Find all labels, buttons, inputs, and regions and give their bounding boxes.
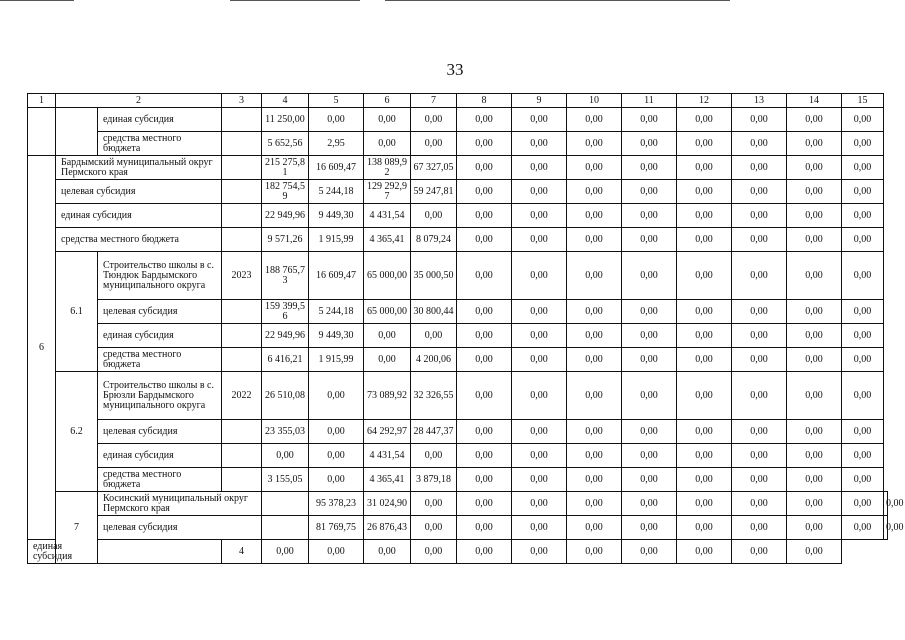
value-c14: 0,00 — [787, 420, 842, 444]
row-label: средства местного бюджета — [98, 468, 222, 492]
value-c10: 0,00 — [567, 348, 622, 372]
value-c6: 0,00 — [364, 108, 411, 132]
value-c14: 0,00 — [787, 108, 842, 132]
table-row — [28, 540, 888, 564]
col-header-10: 10 — [567, 94, 622, 108]
value-c12: 0,00 — [677, 156, 732, 180]
value-c15: 0,00 — [884, 516, 888, 540]
value-c4: 22 949,96 — [262, 324, 309, 348]
year-cell — [262, 516, 309, 540]
value-c13: 0,00 — [787, 516, 842, 540]
value-c7: 35 000,50 — [411, 252, 457, 300]
col-header-15: 15 — [842, 94, 884, 108]
table-row — [28, 516, 888, 540]
value-c11: 0,00 — [622, 348, 677, 372]
value-c14: 0,00 — [787, 156, 842, 180]
sub-num-cell — [56, 108, 98, 156]
col-header-11: 11 — [622, 94, 677, 108]
value-c14: 0,00 — [787, 132, 842, 156]
value-c9: 0,00 — [512, 420, 567, 444]
value-c8: 0,00 — [457, 180, 512, 204]
value-c9: 0,00 — [512, 108, 567, 132]
value-c12: 0,00 — [677, 204, 732, 228]
row-label: Строительство школы в с. Брюзли Бардымского муниципального округа — [98, 372, 222, 420]
row-label: единая субсидия — [98, 444, 222, 468]
row-label: единая субсидия — [28, 540, 98, 564]
table-row — [28, 108, 888, 132]
value-c14: 0,00 — [842, 516, 884, 540]
value-c12: 0,00 — [677, 132, 732, 156]
group-num: 6 — [28, 156, 56, 540]
table-row — [28, 204, 888, 228]
value-c11: 0,00 — [622, 300, 677, 324]
value-c4: 3 155,05 — [262, 468, 309, 492]
value-c6: 4 431,54 — [364, 204, 411, 228]
value-c4: 4 — [222, 540, 262, 564]
year: 2023 — [222, 252, 262, 300]
value-c10: 0,00 — [567, 420, 622, 444]
value-c6: 4 431,54 — [364, 444, 411, 468]
value-c4: 81 769,75 — [309, 516, 364, 540]
value-c7: 0,00 — [457, 492, 512, 516]
value-c7: 0,00 — [411, 108, 457, 132]
value-c8: 0,00 — [457, 252, 512, 300]
col-header-9: 9 — [512, 94, 567, 108]
value-c13: 0,00 — [732, 108, 787, 132]
value-c5: 0,00 — [309, 468, 364, 492]
value-c13: 0,00 — [732, 204, 787, 228]
sub-num: 6.2 — [56, 372, 98, 492]
value-c10: 0,00 — [567, 180, 622, 204]
value-c12: 0,00 — [677, 420, 732, 444]
value-c13: 0,00 — [732, 324, 787, 348]
value-c6: 4 365,41 — [364, 228, 411, 252]
value-c13: 0,00 — [732, 156, 787, 180]
value-c6: 65 000,00 — [364, 252, 411, 300]
value-c15: 0,00 — [842, 252, 884, 300]
value-c9: 0,00 — [512, 180, 567, 204]
value-c13: 0,00 — [732, 468, 787, 492]
row-label: Косинский муниципальный округ Пермского края — [98, 492, 262, 516]
value-c5: 5 244,18 — [309, 300, 364, 324]
value-c4: 215 275,81 — [262, 156, 309, 180]
value-c8: 0,00 — [457, 468, 512, 492]
col-header-12: 12 — [677, 94, 732, 108]
value-c14: 0,00 — [787, 300, 842, 324]
value-c15: 0,00 — [842, 132, 884, 156]
value-c10: 0,00 — [567, 108, 622, 132]
col-header-8: 8 — [457, 94, 512, 108]
value-c8: 0,00 — [512, 492, 567, 516]
value-c6: 0,00 — [364, 348, 411, 372]
value-c9: 0,00 — [512, 204, 567, 228]
value-c7: 28 447,37 — [411, 420, 457, 444]
row-label: единая субсидия — [98, 324, 222, 348]
value-c7: 59 247,81 — [411, 180, 457, 204]
year-cell — [222, 108, 262, 132]
value-c10: 0,00 — [567, 468, 622, 492]
value-c11: 0,00 — [677, 492, 732, 516]
value-c8: 0,00 — [457, 372, 512, 420]
year-cell — [222, 156, 262, 180]
value-c7: 0,00 — [411, 204, 457, 228]
value-c9: 0,00 — [512, 348, 567, 372]
value-c15: 0,00 — [842, 108, 884, 132]
row-label: средства местного бюджета — [98, 348, 222, 372]
row-label: целевая субсидия — [98, 516, 262, 540]
value-c8: 0,00 — [457, 132, 512, 156]
row-label: целевая субсидия — [98, 300, 222, 324]
year-cell — [222, 180, 262, 204]
table-row — [28, 132, 888, 156]
col-header-7: 7 — [411, 94, 457, 108]
value-c5: 0,00 — [309, 372, 364, 420]
value-c6: 129 292,97 — [364, 180, 411, 204]
value-c11: 0,00 — [622, 228, 677, 252]
value-c11: 0,00 — [622, 132, 677, 156]
value-c4: 26 510,08 — [262, 372, 309, 420]
year-cell — [222, 204, 262, 228]
value-c9: 0,00 — [512, 324, 567, 348]
table-row — [28, 156, 888, 180]
value-c10: 0,00 — [512, 540, 567, 564]
row-label: целевая субсидия — [98, 420, 222, 444]
value-c10: 0,00 — [567, 156, 622, 180]
value-c8: 0,00 — [512, 516, 567, 540]
value-c5: 2,95 — [309, 132, 364, 156]
row-label: средства местного бюджета — [56, 228, 222, 252]
value-c13: 0,00 — [787, 492, 842, 516]
value-c5: 9 449,30 — [309, 324, 364, 348]
value-c10: 0,00 — [622, 516, 677, 540]
year-cell — [222, 444, 262, 468]
value-c13: 0,00 — [732, 420, 787, 444]
value-c9: 0,00 — [512, 228, 567, 252]
row-label: единая субсидия — [56, 204, 222, 228]
value-c6: 0,00 — [411, 492, 457, 516]
value-c11: 0,00 — [622, 324, 677, 348]
value-c15: 0,00 — [842, 372, 884, 420]
value-c15: 0,00 — [842, 300, 884, 324]
table-row — [28, 228, 888, 252]
value-c10: 0,00 — [622, 492, 677, 516]
value-c5: 9 449,30 — [309, 204, 364, 228]
value-c8: 0,00 — [457, 228, 512, 252]
value-c4: 11 250,00 — [262, 108, 309, 132]
value-c15: 0,00 — [842, 468, 884, 492]
value-c12: 0,00 — [677, 228, 732, 252]
value-c7: 8 079,24 — [411, 228, 457, 252]
value-c6: 73 089,92 — [364, 372, 411, 420]
value-c13: 0,00 — [732, 372, 787, 420]
value-c4: 22 949,96 — [262, 204, 309, 228]
year-cell — [222, 228, 262, 252]
value-c7: 30 800,44 — [411, 300, 457, 324]
value-c5: 1 915,99 — [309, 348, 364, 372]
page-number: 33 — [446, 60, 464, 79]
value-c10: 0,00 — [567, 204, 622, 228]
value-c4: 0,00 — [262, 444, 309, 468]
row-label: средства местного бюджета — [98, 132, 222, 156]
col-header-2: 2 — [56, 94, 222, 108]
table-row — [28, 420, 888, 444]
value-c7: 32 326,55 — [411, 372, 457, 420]
sub-num: 6.1 — [56, 252, 98, 372]
value-c11: 0,00 — [622, 444, 677, 468]
value-c14: 0,00 — [787, 180, 842, 204]
value-c7: 67 327,05 — [411, 156, 457, 180]
year-cell — [222, 348, 262, 372]
value-c13: 0,00 — [732, 300, 787, 324]
value-c15: 0,00 — [787, 540, 842, 564]
value-c14: 0,00 — [787, 444, 842, 468]
value-c11: 0,00 — [622, 468, 677, 492]
value-c11: 0,00 — [622, 108, 677, 132]
value-c15: 0,00 — [842, 228, 884, 252]
col-header-6: 6 — [364, 94, 411, 108]
value-c7: 0,00 — [457, 516, 512, 540]
row-label: единая субсидия — [98, 108, 222, 132]
value-c12: 0,00 — [677, 252, 732, 300]
value-c9: 0,00 — [567, 516, 622, 540]
col-header-5: 5 — [309, 94, 364, 108]
value-c8: 0,00 — [457, 156, 512, 180]
top-rule-left — [0, 0, 74, 1]
value-c10: 0,00 — [567, 300, 622, 324]
table-row — [28, 444, 888, 468]
value-c4: 5 652,56 — [262, 132, 309, 156]
year-cell — [262, 492, 309, 516]
value-c11: 0,00 — [677, 516, 732, 540]
value-c7: 0,00 — [411, 444, 457, 468]
col-header-14: 14 — [787, 94, 842, 108]
value-c9: 0,00 — [512, 252, 567, 300]
value-c12: 0,00 — [677, 180, 732, 204]
value-c11: 0,00 — [622, 180, 677, 204]
top-rule-mid — [230, 0, 360, 1]
value-c13: 0,00 — [732, 132, 787, 156]
year-cell — [222, 468, 262, 492]
value-c6: 0,00 — [411, 516, 457, 540]
value-c14: 0,00 — [787, 324, 842, 348]
top-rule-right — [385, 0, 730, 1]
value-c12: 0,00 — [622, 540, 677, 564]
value-c14: 0,00 — [732, 540, 787, 564]
value-c12: 0,00 — [677, 324, 732, 348]
value-c10: 0,00 — [567, 372, 622, 420]
value-c7: 4 200,06 — [411, 348, 457, 372]
value-c9: 0,00 — [512, 372, 567, 420]
value-c8: 0,00 — [457, 348, 512, 372]
value-c11: 0,00 — [567, 540, 622, 564]
table-row — [28, 468, 888, 492]
col-header-3: 3 — [222, 94, 262, 108]
table-row — [28, 300, 888, 324]
value-c6: 0,00 — [364, 324, 411, 348]
table-row — [28, 252, 888, 300]
table-row — [28, 372, 888, 420]
value-c15: 0,00 — [842, 180, 884, 204]
value-c14: 0,00 — [787, 468, 842, 492]
value-c5: 0,00 — [309, 420, 364, 444]
row-label: Строительство школы в с. Тюндюк Бардымского муниципального округа — [98, 252, 222, 300]
value-c12: 0,00 — [677, 108, 732, 132]
table-row — [28, 492, 888, 516]
value-c13: 0,00 — [732, 180, 787, 204]
value-c10: 0,00 — [567, 132, 622, 156]
value-c10: 0,00 — [567, 324, 622, 348]
value-c11: 0,00 — [622, 372, 677, 420]
row-label: Бардымский муниципальный округ Пермского края — [56, 156, 222, 180]
value-c8: 0,00 — [457, 204, 512, 228]
year: 2022 — [222, 372, 262, 420]
value-c11: 0,00 — [622, 252, 677, 300]
value-c4: 95 378,23 — [309, 492, 364, 516]
value-c14: 0,00 — [787, 228, 842, 252]
value-c9: 0,00 — [512, 444, 567, 468]
year-cell — [98, 540, 222, 564]
year-cell — [222, 132, 262, 156]
value-c14: 0,00 — [842, 492, 884, 516]
value-c14: 0,00 — [787, 348, 842, 372]
value-c5: 16 609,47 — [309, 252, 364, 300]
group-num-cell — [28, 108, 56, 156]
value-c14: 0,00 — [787, 372, 842, 420]
value-c4: 6 416,21 — [262, 348, 309, 372]
year-cell — [222, 324, 262, 348]
value-c5: 26 876,43 — [364, 516, 411, 540]
value-c12: 0,00 — [677, 300, 732, 324]
value-c8: 0,00 — [411, 540, 457, 564]
col-header-13: 13 — [732, 94, 787, 108]
value-c13: 0,00 — [732, 348, 787, 372]
table-row — [28, 324, 888, 348]
value-c9: 0,00 — [567, 492, 622, 516]
value-c7: 0,00 — [411, 132, 457, 156]
value-c7: 0,00 — [364, 540, 411, 564]
value-c4: 188 765,73 — [262, 252, 309, 300]
value-c12: 0,00 — [677, 468, 732, 492]
value-c5: 0,00 — [309, 108, 364, 132]
value-c6: 65 000,00 — [364, 300, 411, 324]
value-c8: 0,00 — [457, 444, 512, 468]
value-c14: 0,00 — [787, 204, 842, 228]
table-row — [28, 348, 888, 372]
value-c6: 138 089,92 — [364, 156, 411, 180]
value-c5: 31 024,90 — [364, 492, 411, 516]
col-header-1: 1 — [28, 94, 56, 108]
value-c9: 0,00 — [512, 468, 567, 492]
value-c13: 0,00 — [732, 444, 787, 468]
value-c13: 0,00 — [732, 252, 787, 300]
value-c5: 16 609,47 — [309, 156, 364, 180]
value-c12: 0,00 — [677, 372, 732, 420]
value-c4: 159 399,56 — [262, 300, 309, 324]
row-label: целевая субсидия — [56, 180, 222, 204]
value-c5: 5 244,18 — [309, 180, 364, 204]
value-c11: 0,00 — [622, 156, 677, 180]
budget-table — [27, 93, 904, 564]
value-c4: 9 571,26 — [262, 228, 309, 252]
value-c12: 0,00 — [732, 516, 787, 540]
header-row — [28, 94, 888, 108]
value-c8: 0,00 — [457, 420, 512, 444]
value-c5: 1 915,99 — [309, 228, 364, 252]
value-c15: 0,00 — [842, 156, 884, 180]
value-c6: 0,00 — [364, 132, 411, 156]
value-c8: 0,00 — [457, 108, 512, 132]
value-c5: 0,00 — [309, 444, 364, 468]
value-c12: 0,00 — [677, 444, 732, 468]
col-header-4: 4 — [262, 94, 309, 108]
value-c14: 0,00 — [787, 252, 842, 300]
value-c6: 0,00 — [309, 540, 364, 564]
value-c15: 0,00 — [842, 348, 884, 372]
group-num: 7 — [56, 492, 98, 564]
value-c9: 0,00 — [512, 132, 567, 156]
year-cell — [222, 300, 262, 324]
value-c6: 64 292,97 — [364, 420, 411, 444]
value-c8: 0,00 — [457, 324, 512, 348]
value-c4: 182 754,59 — [262, 180, 309, 204]
value-c10: 0,00 — [567, 444, 622, 468]
value-c15: 0,00 — [842, 204, 884, 228]
value-c9: 0,00 — [457, 540, 512, 564]
value-c8: 0,00 — [457, 300, 512, 324]
value-c10: 0,00 — [567, 228, 622, 252]
year-cell — [222, 420, 262, 444]
value-c15: 0,00 — [842, 324, 884, 348]
value-c11: 0,00 — [622, 204, 677, 228]
value-c10: 0,00 — [567, 252, 622, 300]
value-c9: 0,00 — [512, 300, 567, 324]
value-c15: 0,00 — [884, 492, 888, 516]
value-c7: 0,00 — [411, 324, 457, 348]
value-c5: 0,00 — [262, 540, 309, 564]
value-c15: 0,00 — [842, 444, 884, 468]
value-c4: 23 355,03 — [262, 420, 309, 444]
value-c12: 0,00 — [677, 348, 732, 372]
value-c12: 0,00 — [732, 492, 787, 516]
value-c7: 3 879,18 — [411, 468, 457, 492]
value-c11: 0,00 — [622, 420, 677, 444]
value-c15: 0,00 — [842, 420, 884, 444]
value-c9: 0,00 — [512, 156, 567, 180]
value-c13: 0,00 — [677, 540, 732, 564]
table-row — [28, 180, 888, 204]
value-c6: 4 365,41 — [364, 468, 411, 492]
value-c13: 0,00 — [732, 228, 787, 252]
